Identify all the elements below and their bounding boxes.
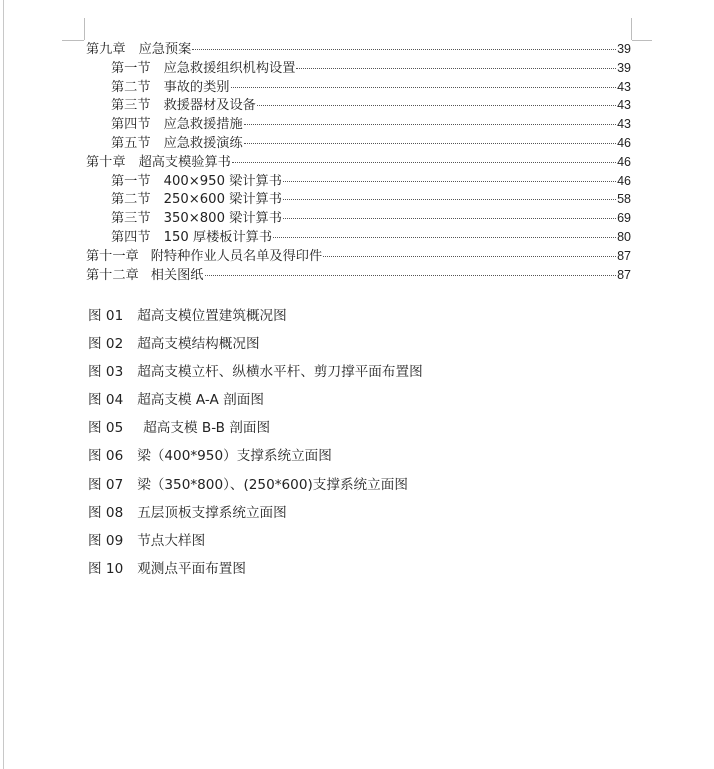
figure-item xyxy=(88,417,628,445)
figure-title: 超高支模立杆、纵横水平杆、剪刀撑平面布置图 xyxy=(137,364,423,381)
figure-title: 梁（350*800）、(250*600)支撑系统立面图 xyxy=(137,476,408,493)
toc-entry[interactable] xyxy=(86,153,631,172)
toc-entry-page: 69 xyxy=(617,211,631,226)
toc-entry-title: 应急预案 xyxy=(138,42,192,57)
crop-mark-top-left xyxy=(62,40,84,41)
figure-title: 超高支模位置建筑概况图 xyxy=(137,308,287,324)
toc-dot-leader xyxy=(205,275,617,276)
toc-entry-title: 350×800 梁计算书 xyxy=(163,211,282,227)
toc-entry[interactable] xyxy=(86,134,631,153)
toc-entry-page: 46 xyxy=(617,135,631,150)
toc-dot-leader xyxy=(296,68,616,69)
toc-entry-number: 第四节 xyxy=(111,117,151,133)
figure-number: 图 08 xyxy=(88,504,124,521)
toc-entry-title: 相关图纸 xyxy=(150,267,204,283)
figure-title: 超高支模 A-A 剖面图 xyxy=(137,392,264,409)
figure-number: 图 03 xyxy=(88,364,124,381)
toc-entry-title: 超高支模验算书 xyxy=(138,154,231,170)
toc-dot-leader xyxy=(283,199,616,200)
figure-item xyxy=(88,305,628,333)
figure-number: 图 07 xyxy=(88,476,124,493)
toc-entry-title: 150 厚楼板计算书 xyxy=(163,229,273,245)
toc-dot-leader xyxy=(323,256,616,257)
toc-entry-number: 第二节 xyxy=(111,192,151,208)
toc-entry-title: 应急救援措施 xyxy=(163,117,243,133)
toc-dot-leader xyxy=(283,181,616,182)
toc-entry[interactable] xyxy=(86,266,631,285)
figure-item xyxy=(88,502,628,530)
page-left-edge xyxy=(3,0,4,769)
figure-number: 图 02 xyxy=(88,336,124,353)
toc-entry[interactable] xyxy=(86,96,631,115)
toc-dot-leader xyxy=(257,105,616,106)
figure-item xyxy=(88,445,628,473)
figure-number: 图 10 xyxy=(88,560,124,577)
toc-dot-leader xyxy=(231,87,617,88)
toc-entry-page: 87 xyxy=(617,267,631,282)
toc-entry-page: 43 xyxy=(617,117,631,132)
toc-entry[interactable] xyxy=(86,78,631,97)
toc-entry-page: 43 xyxy=(617,79,631,94)
figure-title: 超高支模 B-B 剖面图 xyxy=(143,420,271,437)
toc-entry[interactable] xyxy=(86,59,631,78)
toc-entry-number: 第十二章 xyxy=(86,267,139,283)
toc-entry[interactable] xyxy=(86,209,631,228)
table-of-contents xyxy=(86,40,631,284)
figure-item xyxy=(88,474,628,502)
toc-entry-number: 第四节 xyxy=(111,229,151,245)
toc-dot-leader xyxy=(232,162,616,163)
toc-entry[interactable] xyxy=(86,40,631,59)
toc-entry-number: 第十一章 xyxy=(86,248,139,264)
toc-entry-page: 46 xyxy=(617,154,631,169)
toc-dot-leader xyxy=(192,49,616,50)
toc-entry-number: 第二节 xyxy=(111,79,151,95)
crop-mark-top-left-vertical xyxy=(84,18,85,40)
toc-dot-leader xyxy=(273,237,616,238)
figure-number: 图 04 xyxy=(88,392,124,409)
figure-title: 梁（400*950）支撑系统立面图 xyxy=(137,448,332,465)
figure-title: 节点大样图 xyxy=(137,532,206,549)
toc-entry-page: 39 xyxy=(617,60,631,75)
figure-title: 五层顶板支撑系统立面图 xyxy=(137,504,287,521)
toc-dot-leader xyxy=(283,218,616,219)
toc-entry-page: 58 xyxy=(617,192,631,207)
toc-entry-page: 80 xyxy=(617,229,631,244)
toc-entry-title: 应急救援组织机构设置 xyxy=(163,60,296,76)
figure-number: 图 05 xyxy=(88,420,124,437)
toc-entry-title: 400×950 梁计算书 xyxy=(163,173,282,189)
figure-number: 图 06 xyxy=(88,448,124,465)
toc-entry-page: 39 xyxy=(617,42,631,56)
toc-entry[interactable] xyxy=(86,115,631,134)
figure-item xyxy=(88,333,628,361)
toc-entry-title: 事故的类别 xyxy=(163,79,230,95)
toc-entry-number: 第九章 xyxy=(86,42,126,57)
toc-entry-number: 第五节 xyxy=(111,135,151,151)
toc-entry-page: 43 xyxy=(617,98,631,113)
toc-dot-leader xyxy=(244,124,616,125)
figure-number: 图 09 xyxy=(88,532,124,549)
figure-list xyxy=(88,305,628,586)
crop-mark-top-right-vertical xyxy=(631,18,632,40)
crop-mark-top-right xyxy=(632,40,652,41)
toc-entry-number: 第一节 xyxy=(111,60,151,76)
toc-entry[interactable] xyxy=(86,228,631,247)
figure-item xyxy=(88,361,628,389)
toc-dot-leader xyxy=(244,143,616,144)
toc-entry[interactable] xyxy=(86,247,631,266)
toc-entry-page: 87 xyxy=(617,248,631,263)
figure-title: 超高支模结构概况图 xyxy=(137,336,260,353)
figure-item xyxy=(88,389,628,417)
toc-entry[interactable] xyxy=(86,172,631,191)
toc-entry-number: 第一节 xyxy=(111,173,151,189)
toc-entry[interactable] xyxy=(86,190,631,209)
toc-entry-title: 250×600 梁计算书 xyxy=(163,192,282,208)
figure-number: 图 01 xyxy=(88,308,124,324)
toc-entry-number: 第十章 xyxy=(86,154,126,170)
toc-entry-title: 应急救援演练 xyxy=(163,135,243,151)
toc-entry-number: 第三节 xyxy=(111,98,151,114)
toc-entry-title: 附特种作业人员名单及得印件 xyxy=(150,248,323,264)
toc-entry-number: 第三节 xyxy=(111,211,151,227)
figure-title: 观测点平面布置图 xyxy=(137,560,246,577)
toc-entry-title: 救援器材及设备 xyxy=(163,98,256,114)
toc-entry-page: 46 xyxy=(617,173,631,188)
figure-item xyxy=(88,530,628,558)
figure-item xyxy=(88,558,628,586)
